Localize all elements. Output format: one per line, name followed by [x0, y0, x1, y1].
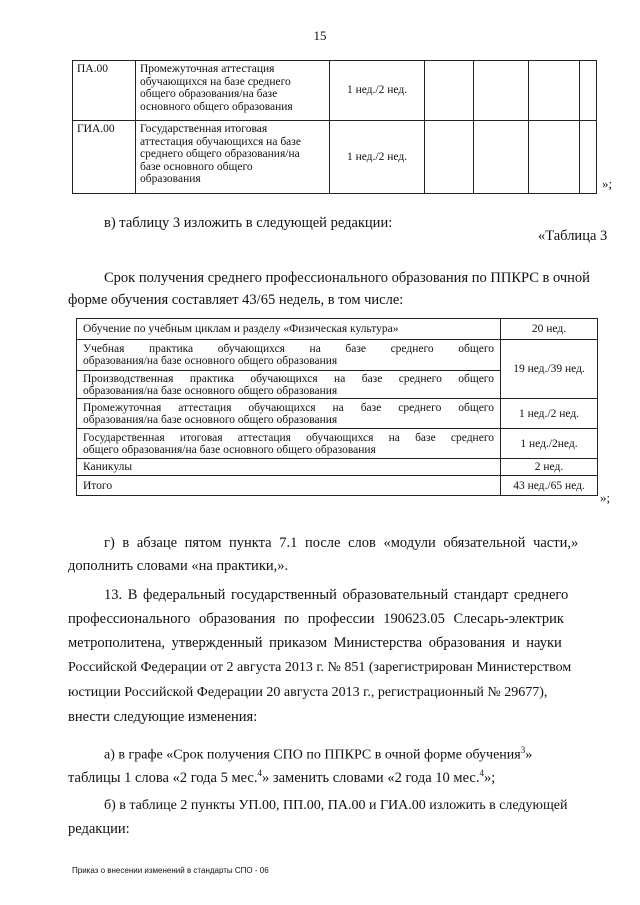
paragraph-13-line: метрополитена, утвержденный приказом Министерства образования и науки: [68, 635, 562, 651]
row-duration: 1 нед./2 нед.: [330, 61, 425, 121]
row-duration: 1 нед./2 нед.: [330, 121, 425, 194]
name-line: основного общего образования: [140, 100, 293, 113]
label-line: Государственная итоговая аттестация обучающихся на базе среднего: [83, 431, 494, 444]
label-line: Промежуточная аттестация обучающихся на базе среднего общего: [83, 401, 494, 414]
paragraph-13-line: 13. В федеральный государственный образовательный стандарт среднего: [104, 587, 569, 603]
paragraph-a-text: таблицы 1 слова «2 года 5 мес.: [68, 769, 258, 786]
row-value: 2 нед.: [501, 459, 598, 476]
name-line: образования: [140, 173, 201, 185]
row-label: [77, 429, 501, 459]
paragraph-g-line: г) в абзаце пятом пункта 7.1 после слов «модули обязательной части,»: [104, 535, 579, 551]
paragraph-b-line: редакции:: [68, 821, 130, 837]
label-line: образования/на базе основного общего образования: [83, 384, 338, 397]
paragraph-g-line: дополнить словами «на практики,».: [68, 558, 289, 574]
table-3-closing: »;: [600, 490, 611, 505]
label-line: Учебная практика обучающихся на базе среднего общего: [83, 343, 494, 355]
paragraph-b-line: б) в таблице 2 пункты УП.00, ПП.00, ПА.00 и ГИА.00 изложить в следующей: [104, 798, 568, 813]
name-line: Государственная итоговая: [140, 123, 268, 135]
empty-cell: [425, 121, 474, 194]
name-line: базе основного общего: [140, 160, 253, 173]
paragraph-a-text: » заменить словами «2 года 10 мес.: [262, 769, 480, 786]
table-row: [77, 476, 598, 496]
table-row: [77, 429, 598, 459]
row-label: [77, 340, 501, 371]
paragraph-a-text: »: [525, 747, 533, 763]
table-3-caption: «Таблица 3: [538, 228, 608, 244]
footnote-mark: 3: [520, 745, 526, 755]
table-1: [72, 60, 597, 194]
table-row: [73, 121, 597, 194]
name-line: обучающихся на базе среднего: [140, 75, 291, 88]
name-line: аттестация обучающихся на базе: [140, 135, 301, 148]
table-row: [77, 340, 598, 371]
paragraph-13-line: профессионального образования по профессии 190623.05 Слесарь-электрик: [68, 611, 564, 627]
row-value: 20 нед.: [501, 319, 598, 340]
row-value: 43 нед./65 нед.: [501, 476, 598, 496]
paragraph-v: в) таблицу 3 изложить в следующей редакции:: [104, 215, 393, 231]
footer: Приказ о внесении изменений в стандарты СПО - 06: [72, 866, 269, 875]
name-line: общего образования/на базе: [140, 88, 278, 100]
table-1-closing: »;: [602, 176, 613, 191]
paragraph-13-line: Российской Федерации от 2 августа 2013 г. № 851 (зарегистрирован Министерством: [68, 660, 572, 675]
footnote-mark: 4: [479, 768, 484, 778]
table-row: [77, 459, 598, 476]
table-row: [73, 61, 597, 121]
name-line: среднего общего образования/на: [140, 148, 300, 160]
label-line: Каникулы: [83, 461, 133, 473]
row-value: 1 нед./2 нед.: [501, 399, 598, 429]
empty-cell: [474, 61, 529, 121]
intro-line: форме обучения составляет 43/65 недель, в том числе:: [68, 292, 404, 308]
table-row: [77, 319, 598, 340]
label-line: образования/на базе основного общего образования: [83, 355, 338, 367]
row-name: [136, 61, 330, 121]
label-line: Итого: [83, 479, 113, 492]
row-label: [77, 476, 501, 496]
paragraph-13-line: внести следующие изменения:: [68, 709, 258, 725]
table-3: [76, 318, 598, 496]
row-label: [77, 399, 501, 429]
footnote-mark: 4: [257, 768, 262, 778]
row-name: [136, 121, 330, 194]
label-line: Обучение по учебным циклам и разделу «Физическая культура»: [83, 323, 399, 335]
row-value: 1 нед./2нед.: [501, 429, 598, 459]
label-line: Производственная практика обучающихся на базе среднего общего: [83, 372, 494, 385]
row-value: 19 нед./39 нед.: [501, 340, 598, 399]
empty-cell: [529, 121, 580, 194]
empty-cell: [474, 121, 529, 194]
paragraph-a-line: [104, 740, 532, 766]
row-code: ПА.00: [73, 61, 136, 121]
row-code: ГИА.00: [73, 121, 136, 194]
paragraph-13-line: юстиции Российской Федерации 20 августа 2013 г., регистрационный № 29677),: [68, 685, 548, 700]
table-row: [77, 399, 598, 429]
label-line: образования/на базе основного общего образования: [83, 413, 338, 426]
paragraph-a-text: »;: [483, 769, 496, 786]
row-label: [77, 319, 501, 340]
empty-cell: [580, 121, 597, 194]
intro-line: Срок получения среднего профессионального образования по ППКРС в очной: [104, 270, 590, 286]
empty-cell: [529, 61, 580, 121]
empty-cell: [580, 61, 597, 121]
row-label: [77, 371, 501, 399]
paragraph-a-line: [68, 763, 495, 788]
empty-cell: [425, 61, 474, 121]
paragraph-a-text: а) в графе «Срок получения СПО по ППКРС в очной форме обучения: [104, 747, 521, 763]
row-label: [77, 459, 501, 476]
label-line: общего образования/на базе основного общего образования: [83, 443, 376, 456]
name-line: Промежуточная аттестация: [140, 63, 275, 75]
page-number: 15: [313, 28, 327, 43]
